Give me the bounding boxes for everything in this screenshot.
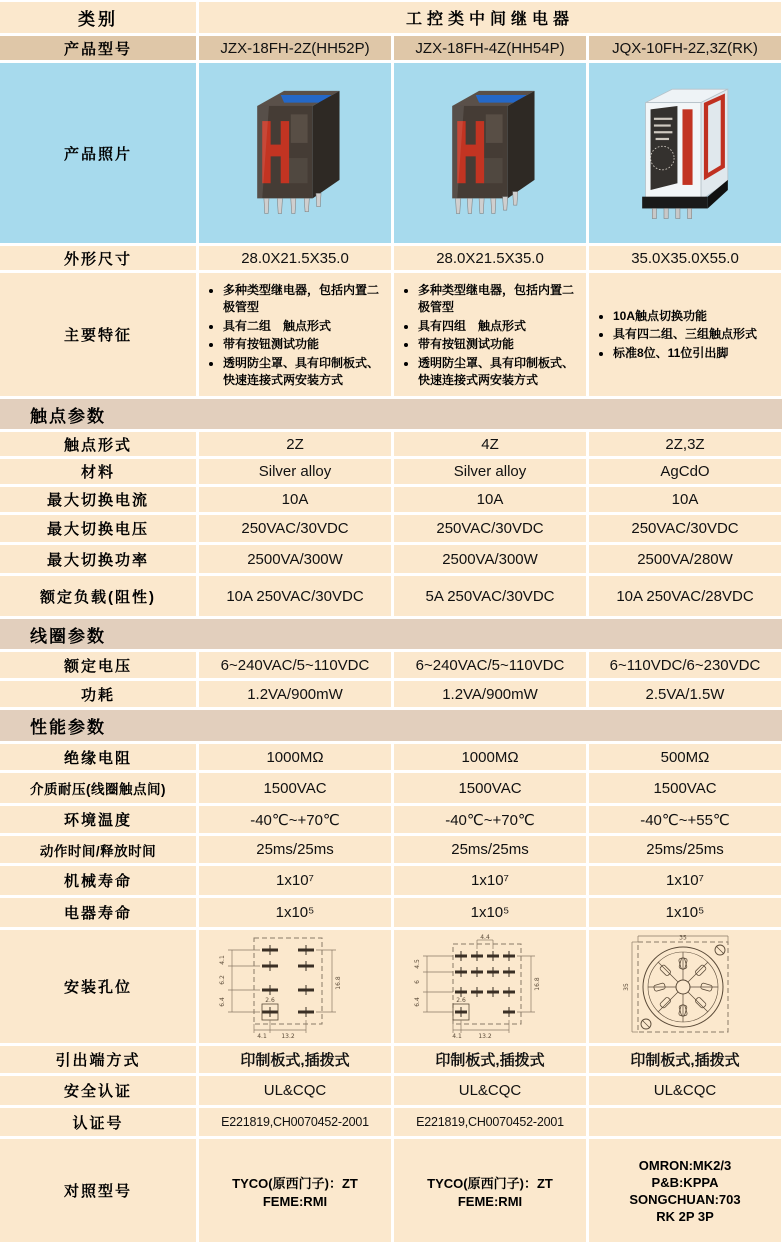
row-label: 环境温度 (0, 806, 196, 833)
dim-label: 4.1 (452, 1032, 462, 1040)
row-label: 介质耐压(线圈触点间) (0, 773, 196, 803)
cell-value: 500MΩ (589, 744, 781, 770)
cell-value: AgCdO (589, 459, 781, 484)
section-contact (0, 399, 782, 429)
feature-item: • 透明防尘罩、具有印制板式、快速连接式两安装方式 (418, 355, 580, 390)
dim-label: 2.6 (265, 996, 275, 1004)
row-dimensions (0, 246, 782, 270)
row-label: 最大切换电压 (0, 515, 196, 542)
cell-value: 2Z,3Z (589, 432, 781, 456)
category-value-cell (199, 2, 781, 33)
cell-value: 10A 250VAC/30VDC (199, 576, 391, 616)
cross-ref-line: TYCO(原西门子)：ZT (427, 1175, 553, 1191)
cell-value: 10A (394, 487, 586, 512)
row-category (0, 2, 782, 33)
model-3: JQX-10FH-2Z,3Z(RK) (589, 36, 781, 60)
cell-value: 2500VA/300W (394, 545, 586, 573)
cell-value: 10A 250VAC/28VDC (589, 576, 781, 616)
product-photo-2-cell (394, 63, 586, 243)
row-label: 外形尺寸 (0, 246, 196, 270)
row-mounting-holes (0, 930, 782, 1043)
product-photo-jzx-2z (232, 73, 358, 233)
row-label: 绝缘电阻 (0, 744, 196, 770)
row-label: 触点形式 (0, 432, 196, 456)
spec-sheet (0, 2, 782, 1242)
row-ambient-temp (0, 806, 782, 833)
cell-value: 1000MΩ (199, 744, 391, 770)
row-label: 机械寿命 (0, 866, 196, 895)
cell-value: 250VAC/30VDC (589, 515, 781, 542)
row-product-photo (0, 63, 782, 243)
product-photo-jqx-rk (622, 73, 748, 233)
cell-value: 印制板式,插拨式 (199, 1046, 391, 1073)
row-max-voltage (0, 515, 782, 542)
cell-value: E221819,CH0070452-2001 (199, 1108, 391, 1136)
row-label: 安全认证 (0, 1076, 196, 1105)
section-title-coil: 线圈参数 (0, 619, 782, 649)
product-photo-jzx-4z (427, 73, 553, 233)
row-max-current (0, 487, 782, 512)
dim-label: 4.4 (480, 933, 490, 941)
cell-value: 6~240VAC/5~110VDC (199, 652, 391, 678)
dimension-2: 28.0X21.5X35.0 (394, 246, 586, 270)
cell-value: UL&CQC (199, 1076, 391, 1105)
cross-ref-line: RK 2P 3P (656, 1208, 714, 1224)
model-2: JZX-18FH-4Z(HH54P) (394, 36, 586, 60)
dim-label: 16.8 (335, 975, 342, 990)
feature-item: • 多种类型继电器，包括内置二极管型 (418, 282, 580, 317)
dim-label: 2.6 (456, 996, 466, 1004)
cell-value: 1500VAC (394, 773, 586, 803)
dim-label: 35 (623, 982, 630, 991)
cell-value: 25ms/25ms (199, 836, 391, 863)
cross-ref-line: OMRON:MK2/3 (638, 1157, 732, 1173)
row-terminal-type (0, 1046, 782, 1073)
feature-item: • 标准8位、11位引出脚 (613, 345, 757, 362)
cross-ref-line: FEME:RMI (262, 1193, 328, 1209)
dim-label: 13.2 (281, 1032, 295, 1040)
row-label: 对照型号 (0, 1139, 196, 1242)
row-label: 最大切换电流 (0, 487, 196, 512)
row-product-model (0, 36, 782, 60)
row-dielectric (0, 773, 782, 803)
cell-value: 10A (589, 487, 781, 512)
cell-value: -40℃~+70℃ (199, 806, 391, 833)
cross-ref-line: FEME:RMI (457, 1193, 523, 1209)
cell-value: 1x10⁷ (199, 866, 391, 895)
dim-label: 6.2 (219, 974, 226, 985)
section-title-performance: 性能参数 (0, 710, 782, 741)
dim-label: 35 (679, 934, 687, 941)
row-features (0, 273, 782, 396)
row-safety-cert (0, 1076, 782, 1105)
mounting-diagram-rk (596, 934, 774, 1040)
dim-label: 6 (414, 979, 421, 984)
cell-value: 250VAC/30VDC (394, 515, 586, 542)
cell-value: 5A 250VAC/30VDC (394, 576, 586, 616)
feature-item: • 带有按钮测试功能 (223, 336, 385, 353)
cell-value: -40℃~+55℃ (589, 806, 781, 833)
cell-value: 印制板式,插拨式 (589, 1046, 781, 1073)
section-performance (0, 710, 782, 741)
row-material (0, 459, 782, 484)
cross-ref-col-2 (394, 1139, 586, 1242)
cell-value: 1x10⁵ (199, 898, 391, 927)
cell-value: 1.2VA/900mW (199, 681, 391, 707)
mounting-diagram-2-cell (394, 930, 586, 1043)
dimension-1: 28.0X21.5X35.0 (199, 246, 391, 270)
row-cross-reference (0, 1139, 782, 1242)
cell-value: 25ms/25ms (589, 836, 781, 863)
cell-value: 1x10⁷ (394, 866, 586, 895)
category-label (0, 2, 196, 33)
dim-label: 4.1 (219, 954, 226, 965)
row-rated-load (0, 576, 782, 616)
dim-label: 4.5 (414, 958, 421, 969)
cell-value: Silver alloy (394, 459, 586, 484)
row-label: 产品照片 (0, 63, 196, 243)
cell-value: E221819,CH0070452-2001 (394, 1108, 586, 1136)
cell-value: 1.2VA/900mW (394, 681, 586, 707)
row-power-consumption (0, 681, 782, 707)
row-label: 动作时间/释放时间 (0, 836, 196, 863)
cell-value: 6~240VAC/5~110VDC (394, 652, 586, 678)
cross-ref-col-3 (589, 1139, 781, 1242)
cell-value: 2.5VA/1.5W (589, 681, 781, 707)
cell-value: 1x10⁵ (589, 898, 781, 927)
row-contact-form (0, 432, 782, 456)
cell-value: -40℃~+70℃ (394, 806, 586, 833)
row-label: 电器寿命 (0, 898, 196, 927)
cross-ref-line: P&B:KPPA (651, 1174, 719, 1190)
cell-value: 1500VAC (199, 773, 391, 803)
mounting-diagram-2z (206, 934, 384, 1040)
row-label: 产品型号 (0, 36, 196, 60)
feature-item: • 具有二组 触点形式 (223, 318, 385, 335)
category-title: 工控类中间继电器 (405, 11, 574, 28)
row-label: 材料 (0, 459, 196, 484)
feature-item: • 透明防尘罩、具有印制板式、快速连接式两安装方式 (223, 355, 385, 390)
row-rated-voltage (0, 652, 782, 678)
category-label-text: 类别 (78, 10, 118, 29)
row-operate-release-time (0, 836, 782, 863)
section-coil (0, 619, 782, 649)
row-label: 主要特征 (0, 273, 196, 396)
dim-label: 6.4 (219, 996, 226, 1007)
feature-item: • 具有四组 触点形式 (418, 318, 580, 335)
cell-value: 2500VA/280W (589, 545, 781, 573)
row-mechanical-life (0, 866, 782, 895)
feature-item: • 带有按钮测试功能 (418, 336, 580, 353)
dim-label: 4.1 (257, 1032, 267, 1040)
product-photo-1-cell (199, 63, 391, 243)
row-label: 引出端方式 (0, 1046, 196, 1073)
row-cert-number (0, 1108, 782, 1136)
cell-value: 1500VAC (589, 773, 781, 803)
mounting-diagram-4z (401, 934, 579, 1040)
cell-value: UL&CQC (589, 1076, 781, 1105)
features-col-3 (589, 273, 781, 396)
row-label: 额定电压 (0, 652, 196, 678)
row-max-power (0, 545, 782, 573)
cell-value: 1x10⁵ (394, 898, 586, 927)
dimension-3: 35.0X35.0X55.0 (589, 246, 781, 270)
cell-value: 1x10⁷ (589, 866, 781, 895)
row-label: 认证号 (0, 1108, 196, 1136)
cell-value: 1000MΩ (394, 744, 586, 770)
cell-value: Silver alloy (199, 459, 391, 484)
row-label: 额定负载(阻性) (0, 576, 196, 616)
feature-item: • 具有四二组、三组触点形式 (613, 326, 757, 343)
cell-value: 10A (199, 487, 391, 512)
cell-value: 2Z (199, 432, 391, 456)
model-1: JZX-18FH-2Z(HH52P) (199, 36, 391, 60)
cell-value: 4Z (394, 432, 586, 456)
row-insulation-resistance (0, 744, 782, 770)
cell-value: UL&CQC (394, 1076, 586, 1105)
dim-label: 13.2 (478, 1032, 492, 1040)
feature-item: • 多种类型继电器，包括内置二极管型 (223, 282, 385, 317)
cross-ref-line: SONGCHUAN:703 (629, 1191, 741, 1207)
dim-label: 16.8 (534, 976, 541, 991)
cell-value: 2500VA/300W (199, 545, 391, 573)
cell-value (589, 1108, 781, 1136)
section-title-contact: 触点参数 (0, 399, 782, 429)
cell-value: 印制板式,插拨式 (394, 1046, 586, 1073)
cell-value: 250VAC/30VDC (199, 515, 391, 542)
features-col-2 (394, 273, 586, 396)
cross-ref-col-1 (199, 1139, 391, 1242)
row-label: 最大切换功率 (0, 545, 196, 573)
product-photo-3-cell (589, 63, 781, 243)
mounting-diagram-3-cell (589, 930, 781, 1043)
features-col-1 (199, 273, 391, 396)
cell-value: 6~110VDC/6~230VDC (589, 652, 781, 678)
feature-item: • 10A触点切换功能 (613, 308, 757, 325)
mounting-diagram-1-cell (199, 930, 391, 1043)
row-electrical-life (0, 898, 782, 927)
row-label: 功耗 (0, 681, 196, 707)
dim-label: 6.4 (414, 996, 421, 1007)
cross-ref-line: TYCO(原西门子)：ZT (232, 1175, 358, 1191)
cell-value: 25ms/25ms (394, 836, 586, 863)
row-label: 安装孔位 (0, 930, 196, 1043)
